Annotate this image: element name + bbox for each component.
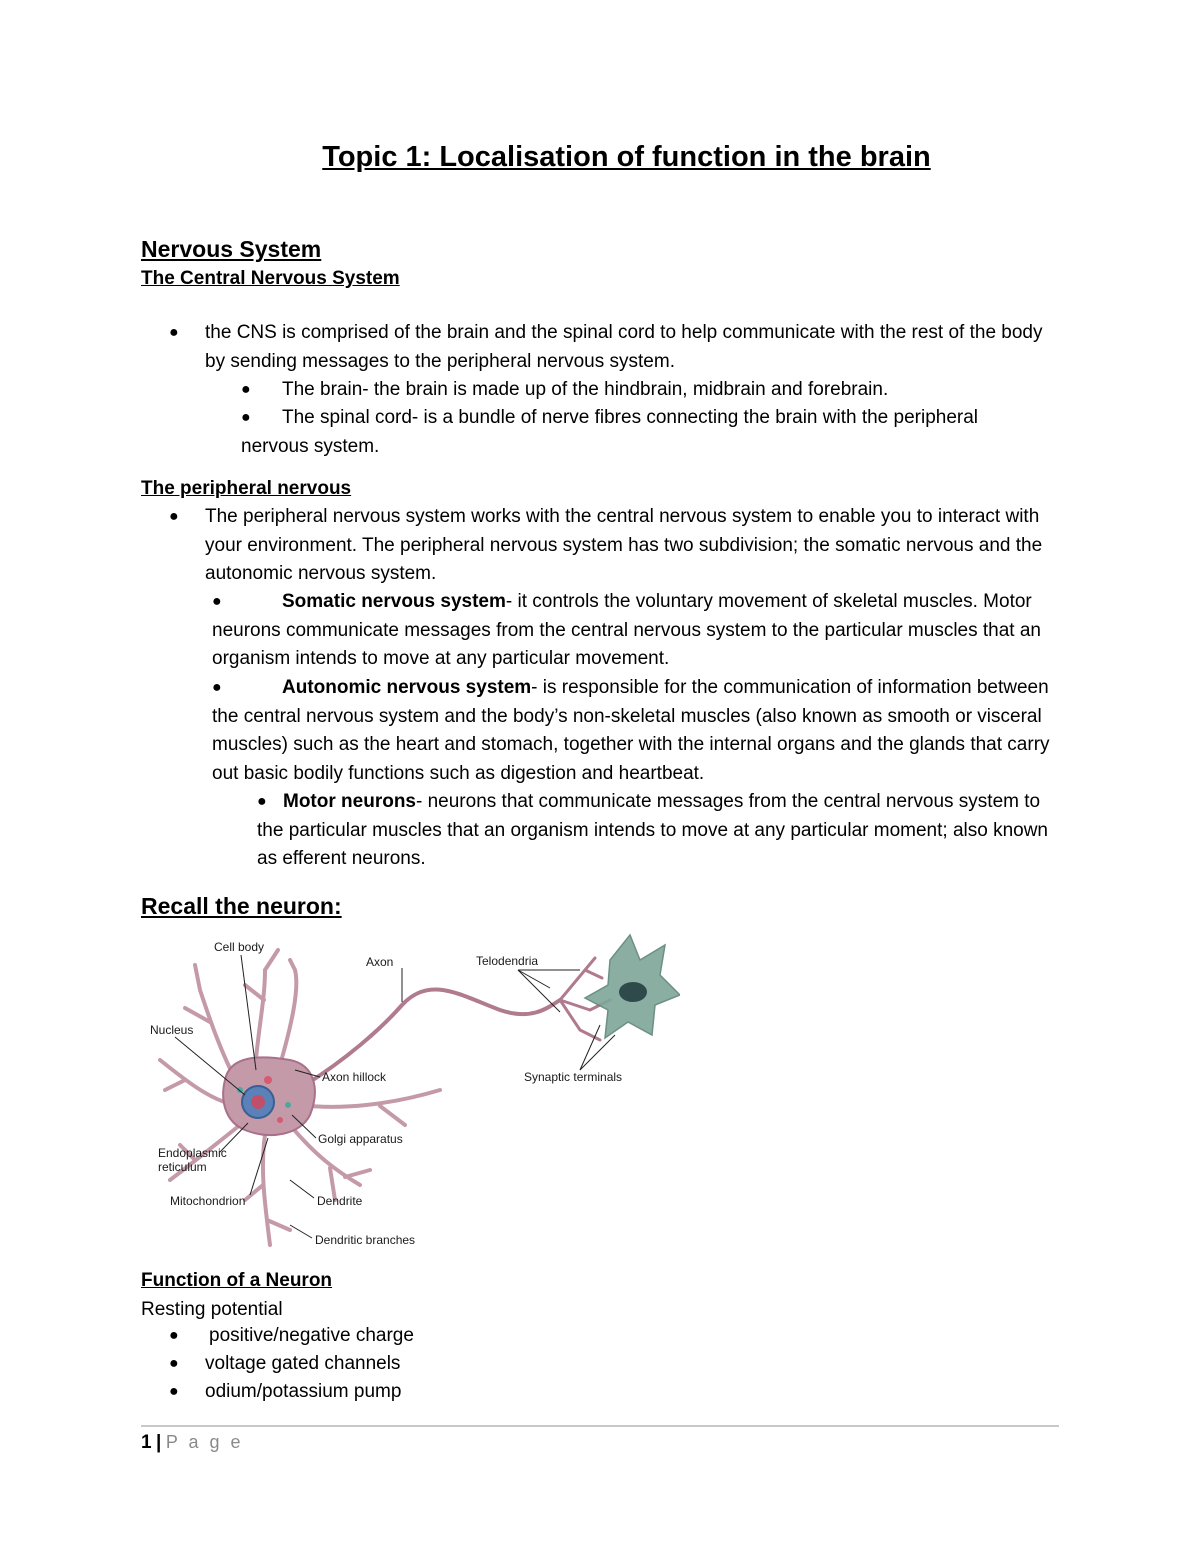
function-item: odium/potassium pump (205, 1381, 402, 1402)
resting-potential: Resting potential (141, 1299, 283, 1320)
label-endoplasmic: Endoplasmic (158, 1146, 227, 1160)
bullet-icon: ● (169, 324, 179, 341)
label-nucleus: Nucleus (150, 1023, 194, 1037)
bullet-icon: ● (241, 409, 251, 426)
label-axon-hillock: Axon hillock (322, 1070, 387, 1084)
section-heading-nervous-system: Nervous System (141, 236, 322, 262)
bullet-icon: ● (169, 508, 179, 525)
cns-text: the CNS is comprised of the brain and the spinal cord to help communicate with the rest of the body by sending messages to the peripheral nervous system. (205, 322, 1043, 372)
autonomic-paragraph (212, 674, 1060, 788)
section-heading-recall-neuron: Recall the neuron: (141, 893, 342, 919)
label-dendrite: Dendrite (317, 1194, 363, 1208)
footer-rule (141, 1425, 1059, 1427)
bullet-icon: ● (169, 1327, 179, 1344)
footer (141, 1432, 244, 1454)
label-golgi-apparatus: Golgi apparatus (318, 1132, 403, 1146)
motor-text: - neurons that communicate messages from the central nervous system to the particular muscles that an organism intends to move at any particular moment; also known as efferent neurons. (257, 791, 1048, 869)
bullet-icon: ● (241, 381, 251, 398)
page-label: P a g e (165, 1432, 244, 1452)
bullet-icon: ● (257, 793, 267, 810)
label-mitochondrion: Mitochondrion (170, 1194, 246, 1208)
function-item: positive/negative charge (209, 1325, 414, 1346)
label-axon: Axon (366, 955, 394, 969)
bullet-icon: ● (212, 593, 222, 610)
label-dendritic-branches: Dendritic branches (315, 1233, 416, 1247)
label-cell-body: Cell body (214, 940, 265, 954)
footer-separator: | (156, 1432, 162, 1453)
spinal-text: The spinal cord- is a bundle of nerve fibres connecting the brain with the peripheral nervous system. (241, 407, 979, 457)
label-synaptic-terminals: Synaptic terminals (524, 1070, 623, 1084)
neuron-diagram (140, 930, 680, 1260)
function-item: voltage gated channels (205, 1353, 401, 1374)
page-number: 1 (141, 1432, 152, 1453)
bullet-icon: ● (169, 1383, 179, 1400)
label-telodendria: Telodendria (476, 954, 539, 968)
motor-paragraph (257, 788, 1057, 874)
label-reticulum: reticulum (158, 1160, 207, 1174)
brain-text: The brain- the brain is made up of the hindbrain, midbrain and forebrain. (282, 379, 889, 400)
motor-term: Motor neurons (283, 791, 416, 812)
page-title: Topic 1: Localisation of function in the brain (322, 141, 931, 173)
peripheral-intro: The peripheral nervous system works with the central nervous system to enable you to interact with your environment. The peripheral nervous system has two subdivision; the somatic nervous and the autonomic nervous system. (205, 506, 1043, 584)
bullet-icon: ● (169, 1355, 179, 1372)
somatic-paragraph (212, 588, 1060, 674)
autonomic-term: Autonomic nervous system (282, 677, 532, 698)
subheading-peripheral: The peripheral nervous (141, 478, 352, 499)
subheading-cns: The Central Nervous System (141, 268, 400, 289)
somatic-term: Somatic nervous system (282, 591, 506, 612)
subheading-function: Function of a Neuron (141, 1270, 333, 1291)
bullet-icon: ● (212, 679, 222, 696)
somatic-text: - it controls the voluntary movement of skeletal muscles. Motor neurons communicate messages from the central nervous system to the particular muscles that an organism intends to move at any particular movement. (212, 591, 1041, 669)
autonomic-text: - is responsible for the communication of information between the central nervous system and the body’s non-skeletal muscles (also known as smooth or visceral muscles) such as the heart and stomach, together with the internal organs and the glands that carry out basic bodily functions such as digestion and heartbeat. (212, 677, 1050, 784)
